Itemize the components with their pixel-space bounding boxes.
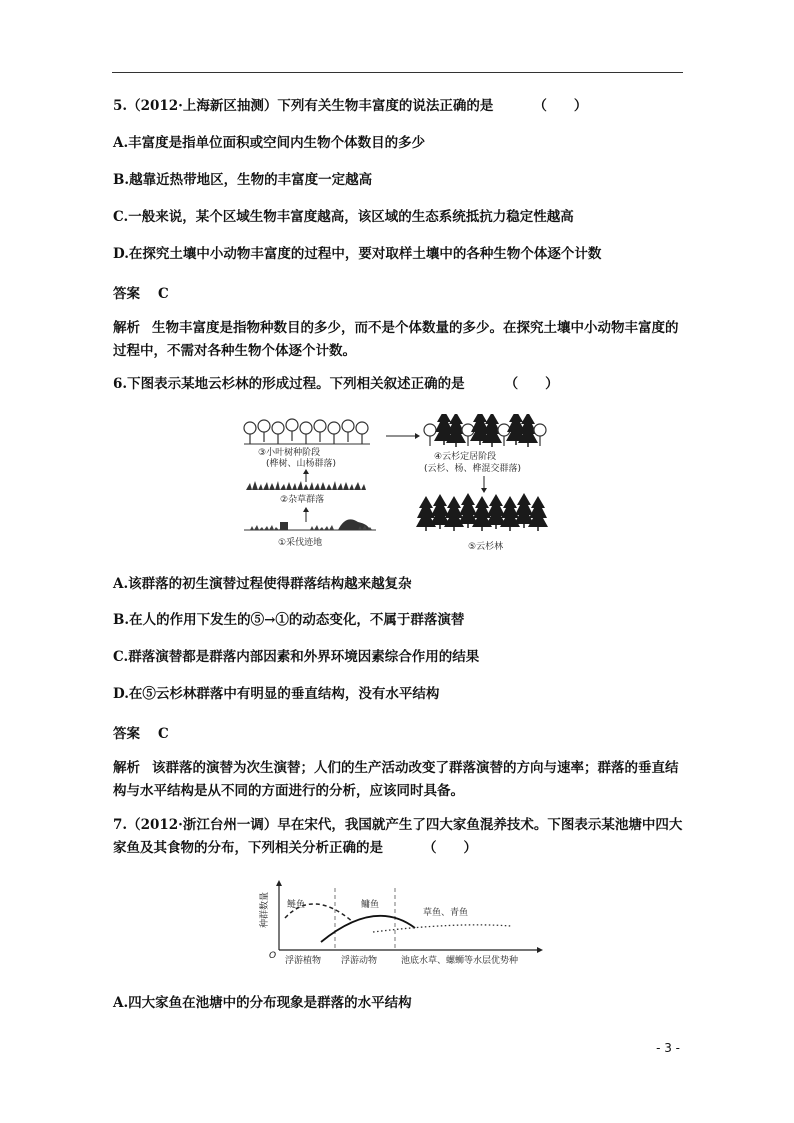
q7-stem: 7.（2012·浙江台州一调）早在宋代，我国就产生了四大家鱼混养技术。下图表示某池塘中四大家鱼及其食物的分布，下列相关分析正确的是 （ ） (113, 814, 683, 860)
q5-stem: 5.（2012·上海新区抽测）下列有关生物丰富度的说法正确的是 （ ） (113, 98, 588, 114)
header-rule (112, 72, 683, 73)
x-label-2: 浮游动物 (341, 956, 378, 966)
stage2-label: ②杂草群落 (280, 495, 325, 505)
q6-stem: 6.下图表示某地云杉林的形成过程。下列相关叙述正确的是 （ ） (113, 376, 559, 392)
q5-answer-bracket: （ ） (533, 98, 588, 114)
fish1-label: 鲢鱼 (287, 900, 306, 910)
q6-option-a: A.该群落的初生演替过程使得群落结构越来越复杂 (113, 576, 412, 592)
q7-answer-bracket: （ ） (423, 840, 477, 856)
x-label-3: 池底水草、螺蛳等水层优势种 (401, 956, 519, 966)
stage4-label: ④云杉定居阶段 (434, 452, 497, 462)
y-axis-label: 种群数量 (260, 891, 270, 928)
q5-option-c: C.一般来说，某个区域生物丰富度越高，该区域的生态系统抵抗力稳定性越高 (113, 209, 574, 225)
stage3-sublabel: (桦树、山杨群落) (266, 459, 337, 469)
stage1-logged-land-icon (244, 519, 376, 530)
grass-black-carp-curve (373, 925, 511, 932)
stage3-deciduous-trees-icon (244, 419, 370, 444)
q7-option-a: A.四大家鱼在池塘中的分布现象是群落的水平结构 (113, 995, 412, 1011)
arrow-up-icon (303, 507, 309, 522)
q6-answer-bracket: （ ） (504, 376, 559, 392)
q6-explanation: 解析 该群落的演替为次生演替；人们的生产活动改变了群落演替的方向与速率；群落的垂直结构与水平结构是从不同的方面进行的分析，应该同时具备。 (113, 760, 679, 799)
stage4-sublabel: (云杉、杨、桦混交群落) (424, 464, 522, 474)
page-number: - 3 - (656, 1041, 680, 1055)
origin-label: O (269, 951, 277, 961)
q7-distribution-figure (255, 876, 550, 968)
stage3-label: ③小叶树种阶段 (258, 448, 321, 458)
fish3-label: 草鱼、青鱼 (423, 908, 469, 918)
stage4-mixed-forest-icon (424, 414, 546, 447)
q5-explanation: 解析 生物丰富度是指物种数目的多少，而不是个体数量的多少。在探究土壤中小动物丰富度的过程中，不需对各种生物个体逐个计数。 (113, 320, 679, 359)
stage2-grass-icon (246, 481, 366, 490)
q6-option-c: C.群落演替都是群落内部因素和外界环境因素综合作用的结果 (113, 649, 480, 665)
q6-succession-figure (240, 414, 550, 559)
stage5-spruce-forest-icon (416, 493, 548, 531)
fish2-label: 鳙鱼 (361, 900, 380, 910)
stage5-label: ⑤云杉林 (468, 542, 504, 552)
chart-axes (276, 880, 543, 953)
stage1-label: ①采伐迹地 (278, 538, 323, 548)
arrow-down-icon (481, 476, 487, 493)
arrow-right-icon (386, 433, 420, 439)
arrow-up-icon (303, 469, 309, 482)
q6-option-d: D.在⑤云杉林群落中有明显的垂直结构，没有水平结构 (113, 686, 440, 702)
x-label-1: 浮游植物 (285, 956, 322, 966)
q6-answer: 答案 C (113, 726, 169, 742)
q5-option-b: B.越靠近热带地区，生物的丰富度一定越高 (113, 172, 373, 188)
q5-option-a: A.丰富度是指单位面积或空间内生物个体数目的多少 (113, 135, 426, 151)
q5-option-d: D.在探究土壤中小动物丰富度的过程中，要对取样土壤中的各种生物个体逐个计数 (113, 246, 602, 262)
q5-answer: 答案 C (113, 286, 169, 302)
q6-option-b: B.在人的作用下发生的⑤→①的动态变化，不属于群落演替 (113, 612, 465, 628)
